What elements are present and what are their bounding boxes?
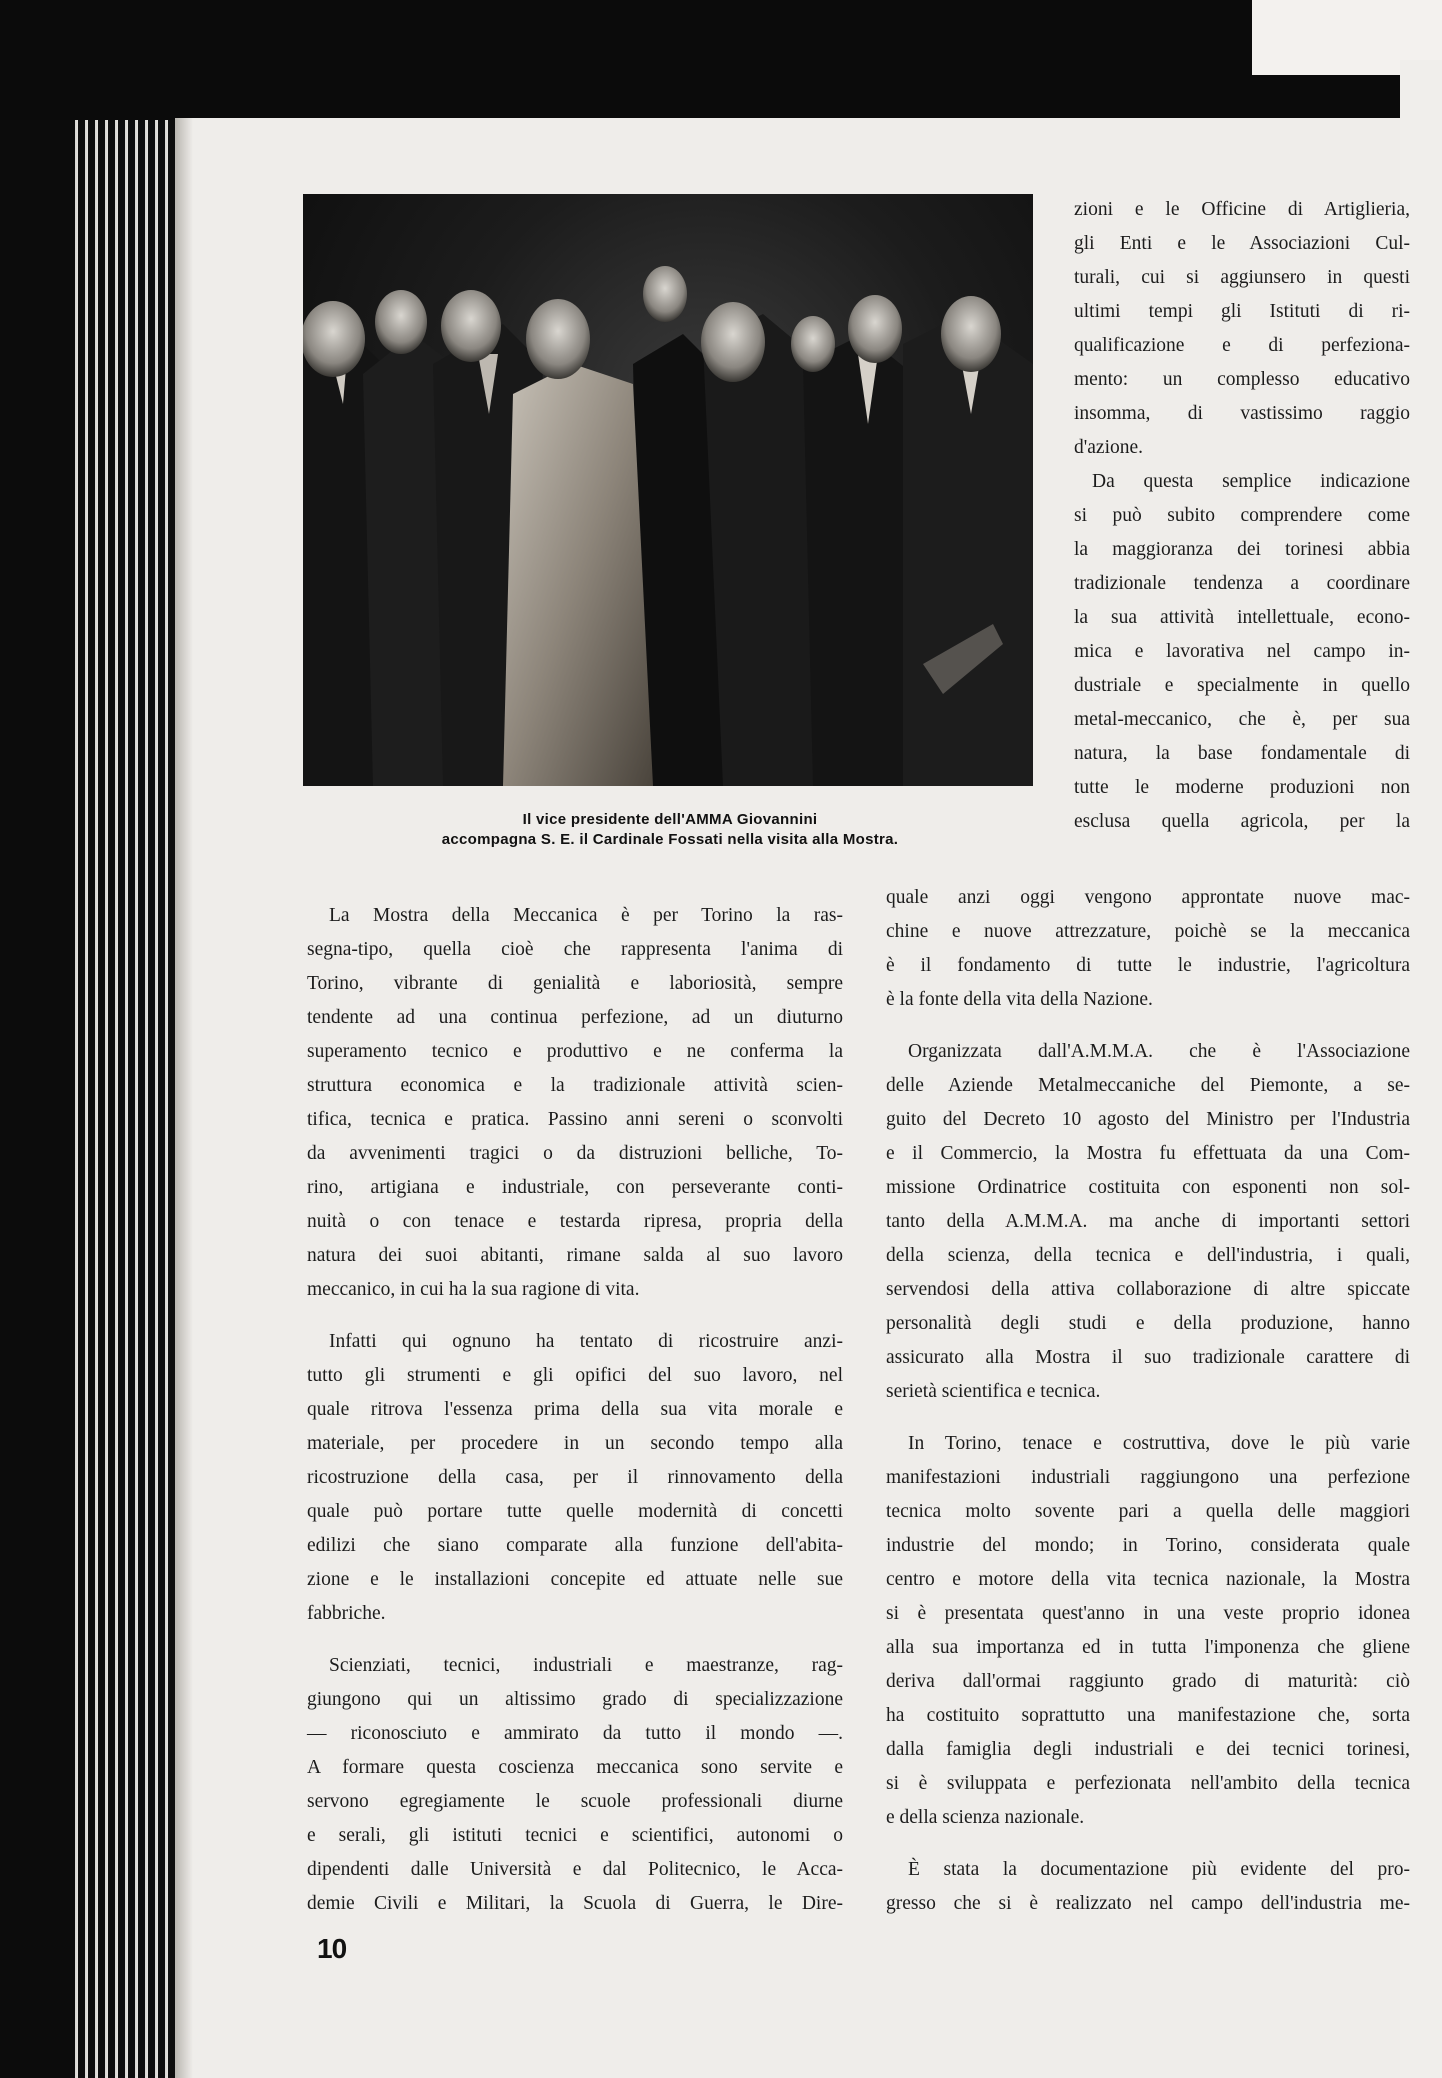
text-line: Torino, vibrante di genialità e laboriosità, sempre [307, 973, 843, 994]
text-line: e il Commercio, la Mostra fu effettuata da una Com- [886, 1143, 1410, 1164]
text-line: da avvenimenti tragici o da distruzioni belliche, To- [307, 1143, 843, 1164]
text-line: chine e nuove attrezzature, poichè se la meccanica [886, 921, 1410, 942]
text-line: natura dei suoi abitanti, rimane salda al suo lavoro [307, 1245, 843, 1266]
text-line: d'azione. [1074, 437, 1144, 458]
text-line: edilizi che siano comparate alla funzione dell'abita- [307, 1535, 843, 1556]
text-line: tanto della A.M.M.A. ma anche di importanti settori [886, 1211, 1410, 1232]
text-line: dalla famiglia degli industriali e dei tecnici torinesi, [886, 1739, 1410, 1760]
text-line: quale anzi oggi vengono approntate nuove mac- [886, 887, 1410, 908]
text-line: tecnica molto sovente pari a quella delle maggiori [886, 1501, 1410, 1522]
text-line: e serali, gli istituti tecnici e scientifici, autonomi o [307, 1825, 843, 1846]
text-line: natura, la base fondamentale di [1074, 743, 1410, 764]
text-line: quale ritrova l'essenza prima della sua vita morale e [307, 1399, 843, 1420]
right-column-top [1074, 193, 1410, 839]
text-line: mento: un complesso educativo [1074, 369, 1410, 390]
text-line: Infatti qui ognuno ha tentato di ricostruire anzi- [329, 1331, 843, 1352]
text-line: è il fondamento di tutte le industrie, l'agricoltura [886, 955, 1410, 976]
text-line: si è sviluppata e perfezionata nell'ambito della tecnica [886, 1773, 1410, 1794]
text-line: materiale, per procedere in un secondo tempo alla [307, 1433, 843, 1454]
text-line: assicurato alla Mostra il suo tradizionale carattere di [886, 1347, 1410, 1368]
text-line: centro e motore della vita tecnica nazionale, la Mostra [886, 1569, 1410, 1590]
text-line: esclusa quella agricola, per la [1074, 811, 1410, 832]
paragraph [886, 1427, 1410, 1835]
text-line: meccanico, in cui ha la sua ragione di vita. [307, 1279, 640, 1300]
text-line: dustriale e specialmente in quello [1074, 675, 1410, 696]
text-line: fabbriche. [307, 1603, 386, 1624]
text-line: è la fonte della vita della Nazione. [886, 989, 1153, 1010]
text-line: ultimi tempi gli Istituti di ri- [1074, 301, 1410, 322]
text-line: industrie del mondo; in Torino, considerata quale [886, 1535, 1410, 1556]
paragraph [307, 1649, 843, 1921]
text-line: la maggioranza dei torinesi abbia [1074, 539, 1410, 560]
text-line: La Mostra della Meccanica è per Torino la ras- [329, 905, 843, 926]
text-line: guito del Decreto 10 agosto del Ministro per l'Industria [886, 1109, 1410, 1130]
text-line: manifestazioni industriali raggiungono una perfezione [886, 1467, 1410, 1488]
text-line: demie Civili e Militari, la Scuola di Guerra, le Dire- [307, 1893, 843, 1914]
text-line: tutte le moderne produzioni non [1074, 777, 1410, 798]
text-line: metal-meccanico, che è, per sua [1074, 709, 1410, 730]
text-line: rino, artigiana e industriale, con perseverante conti- [307, 1177, 843, 1198]
text-line: nuità o con tenace e testarda ripresa, propria della [307, 1211, 843, 1232]
page-number: 10 [317, 1933, 347, 1964]
text-line: si può subito comprendere come [1074, 505, 1410, 526]
text-line: turali, cui si aggiunsero in questi [1074, 267, 1410, 288]
text-line: personalità degli studi e della produzione, hanno [886, 1313, 1410, 1334]
text-line: delle Aziende Metalmeccaniche del Piemonte, a se- [886, 1075, 1410, 1096]
text-line: Scienziati, tecnici, industriali e maestranze, rag- [329, 1655, 843, 1676]
text-line: A formare questa coscienza meccanica sono servite e [307, 1757, 843, 1778]
text-line: si è presentata quest'anno in una veste proprio idonea [886, 1603, 1410, 1624]
text-line: Da questa semplice indicazione [1092, 471, 1410, 492]
text-line: serietà scientifica e tecnica. [886, 1381, 1101, 1402]
text-line: qualificazione e di perfeziona- [1074, 335, 1410, 356]
text-line: mica e lavorativa nel campo in- [1074, 641, 1410, 662]
paragraph [307, 899, 843, 1307]
text-line: Organizzata dall'A.M.M.A. che è l'Associazione [908, 1041, 1410, 1062]
text-line: e della scienza nazionale. [886, 1807, 1085, 1828]
paragraph [886, 1035, 1410, 1409]
text-line: gli Enti e le Associazioni Cul- [1074, 233, 1410, 254]
right-column-bottom [886, 881, 1410, 1921]
caption-line: accompagna S. E. il Cardinale Fossati nella visita alla Mostra. [441, 831, 899, 848]
book-cover-shadow [0, 120, 70, 2078]
text-line: tradizionale tendenza a coordinare [1074, 573, 1410, 594]
text-line: tifica, tecnica e pratica. Passino anni sereni o sconvolti [307, 1109, 843, 1130]
paragraph [307, 1325, 843, 1631]
text-line: — riconosciuto e ammirato da tutto il mondo —. [307, 1723, 843, 1744]
text-line: giungono qui un altissimo grado di specializzazione [307, 1689, 843, 1710]
left-column [307, 899, 843, 1921]
text-line: struttura economica e la tradizionale attività scien- [307, 1075, 843, 1096]
text-line: zione e le installazioni concepite ed attuate nelle sue [307, 1569, 843, 1590]
text-line: servendosi della attiva collaborazione di altre spiccate [886, 1279, 1410, 1300]
page-gutter-shadow [175, 118, 193, 2078]
text-line: ha costituito soprattutto una manifestazione che, sorta [886, 1705, 1410, 1726]
text-line: dipendenti dalle Università e dal Politecnico, le Acca- [307, 1859, 843, 1880]
text-line: gresso che si è realizzato nel campo dell'industria me- [886, 1893, 1410, 1914]
text-line: alla sua importanza ed in tutta l'imponenza che gliene [886, 1637, 1410, 1658]
paragraph [886, 1853, 1410, 1921]
paragraph [886, 881, 1410, 1017]
photograph-group-portrait [303, 194, 1033, 786]
text-line: della scienza, della tecnica e dell'industria, i quali, [886, 1245, 1410, 1266]
text-line: tendente ad una continua perfezione, ad un diuturno [307, 1007, 843, 1028]
scan-top-band [0, 0, 1442, 120]
photo-caption [300, 810, 1040, 850]
photograph-icon [303, 194, 1033, 786]
caption-line: Il vice presidente dell'AMMA Giovannini [522, 811, 818, 828]
text-line: quale può portare tutte quelle modernità di concetti [307, 1501, 843, 1522]
text-line: zioni e le Officine di Artiglieria, [1074, 199, 1410, 220]
text-line: missione Ordinatrice costituita con esponenti non sol- [886, 1177, 1410, 1198]
text-line: deriva dall'ormai raggiunto grado di maturità: ciò [886, 1671, 1410, 1692]
text-line: insomma, di vastissimo raggio [1074, 403, 1410, 424]
text-line: superamento tecnico e produttivo e ne conferma la [307, 1041, 843, 1062]
text-line: tutto gli strumenti e gli opifici del suo lavoro, nel [307, 1365, 843, 1386]
text-line: la sua attività intellettuale, econo- [1074, 607, 1410, 628]
text-line: È stata la documentazione più evidente del pro- [908, 1859, 1410, 1880]
text-line: In Torino, tenace e costruttiva, dove le più varie [908, 1433, 1410, 1454]
text-line: servono egregiamente le scuole professionali diurne [307, 1791, 843, 1812]
text-line: ricostruzione della casa, per il rinnovamento della [307, 1467, 843, 1488]
text-line: segna-tipo, quella cioè che rappresenta l'anima di [307, 939, 843, 960]
